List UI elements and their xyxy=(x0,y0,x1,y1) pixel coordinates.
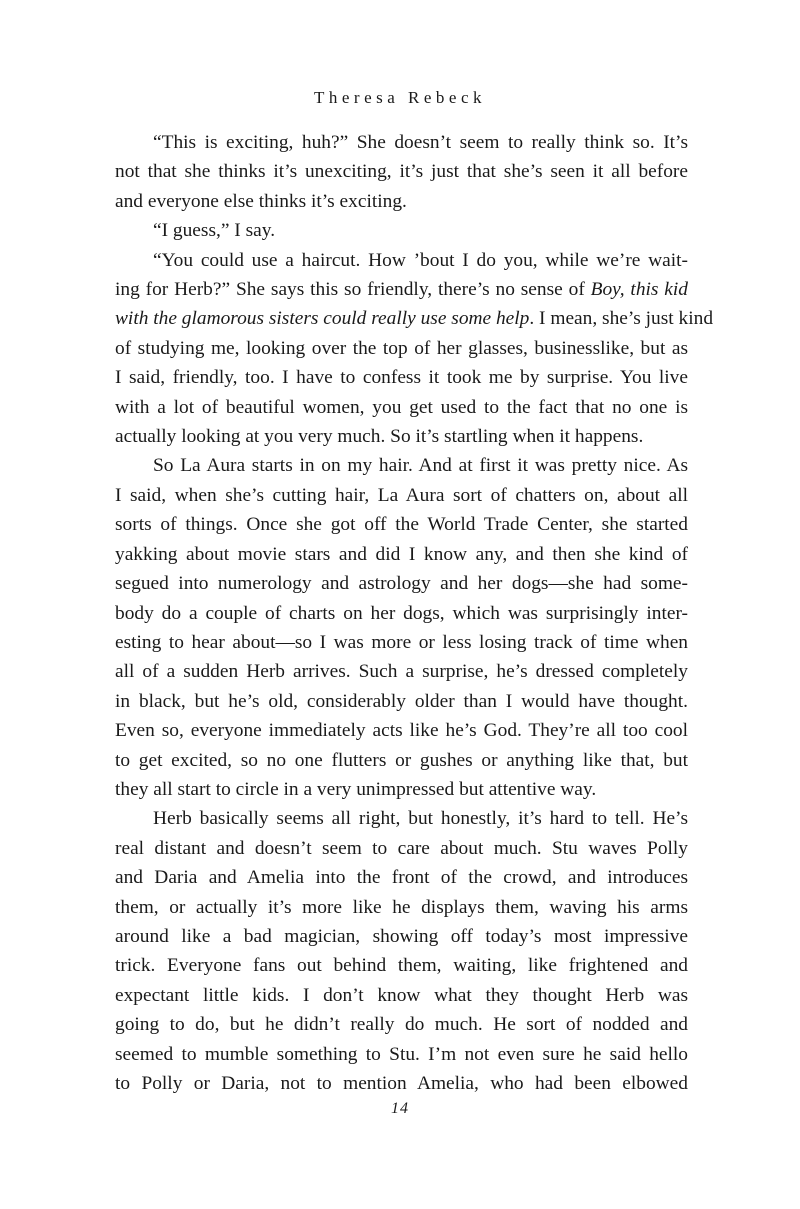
paragraph xyxy=(115,128,688,216)
running-head: Theresa Rebeck xyxy=(313,88,487,107)
page-number: 14 xyxy=(391,1100,409,1117)
text-line: seemed to mumble something to Stu. I’m not even sure he said hello xyxy=(115,1043,688,1065)
body-text xyxy=(115,128,714,1098)
text-line: of studying me, looking over the top of her glasses, businesslike, but as xyxy=(115,337,688,359)
paragraph xyxy=(115,451,688,804)
text-line: them, or actually it’s more like he displays them, waving his arms xyxy=(115,896,688,918)
text-line: actually looking at you very much. So it’s startling when it happens. xyxy=(115,426,644,448)
italic-phrase: Boy, this kid xyxy=(590,279,688,301)
text-line: “You could use a haircut. How ’bout I do you, while we’re wait- xyxy=(153,249,688,271)
text-line xyxy=(115,304,714,333)
text-line: “I guess,” I say. xyxy=(153,220,276,242)
text-line: So La Aura starts in on my hair. And at first it was pretty nice. As xyxy=(153,455,688,477)
text-line: they all start to circle in a very unimpressed but attentive way. xyxy=(115,778,597,800)
text-line: esting to hear about—so I was more or less losing track of time when xyxy=(115,631,688,653)
text-line: to get excited, so no one flutters or gushes or anything like that, but xyxy=(115,749,688,771)
text-line: Herb basically seems all right, but honestly, it’s hard to tell. He’s xyxy=(153,808,688,830)
text-line: going to do, but he didn’t really do much. He sort of nodded and xyxy=(115,1014,688,1036)
text-line xyxy=(115,275,688,304)
paragraph xyxy=(115,804,688,1098)
text-line: sorts of things. Once she got off the World Trade Center, she started xyxy=(115,514,688,536)
text-line: Even so, everyone immediately acts like he’s God. They’re all too cool xyxy=(115,720,688,742)
text-line: not that she thinks it’s unexciting, it’s just that she’s seen it all before xyxy=(115,161,688,183)
text-line: around like a bad magician, showing off today’s most impressive xyxy=(115,925,688,947)
text-line: and Daria and Amelia into the front of the crowd, and introduces xyxy=(115,867,688,889)
text-line: I said, when she’s cutting hair, La Aura sort of chatters on, about all xyxy=(115,484,688,506)
paragraph xyxy=(115,246,714,452)
text-line: segued into numerology and astrology and her dogs—she had some- xyxy=(115,573,688,595)
text-fragment: ing for Herb?” She says this so friendly, there’s no sense of xyxy=(115,279,591,301)
text-line: body do a couple of charts on her dogs, which was surprisingly inter- xyxy=(115,602,688,624)
italic-phrase: with the glamorous sisters could really use some help xyxy=(115,308,530,330)
text-line: real distant and doesn’t seem to care about much. Stu waves Polly xyxy=(115,837,688,859)
text-line: to Polly or Daria, not to mention Amelia, who had been elbowed xyxy=(115,1073,688,1094)
text-line: I said, friendly, too. I have to confess it took me by surprise. You live xyxy=(115,367,688,389)
text-line: trick. Everyone fans out behind them, waiting, like frightened and xyxy=(115,955,688,977)
text-line: yakking about movie stars and did I know any, and then she kind of xyxy=(115,543,688,565)
text-line: expectant little kids. I don’t know what they thought Herb was xyxy=(115,984,688,1006)
text-line: all of a sudden Herb arrives. Such a surprise, he’s dressed completely xyxy=(115,661,688,683)
text-line: and everyone else thinks it’s exciting. xyxy=(115,190,407,212)
paragraph xyxy=(115,216,688,245)
text-line: “This is exciting, huh?” She doesn’t seem to really think so. It’s xyxy=(153,132,688,153)
text-fragment: . I mean, she’s just kind xyxy=(529,308,714,330)
text-line: with a lot of beautiful women, you get used to the fact that no one is xyxy=(115,396,688,418)
text-line: in black, but he’s old, considerably older than I would have thought. xyxy=(115,690,688,712)
